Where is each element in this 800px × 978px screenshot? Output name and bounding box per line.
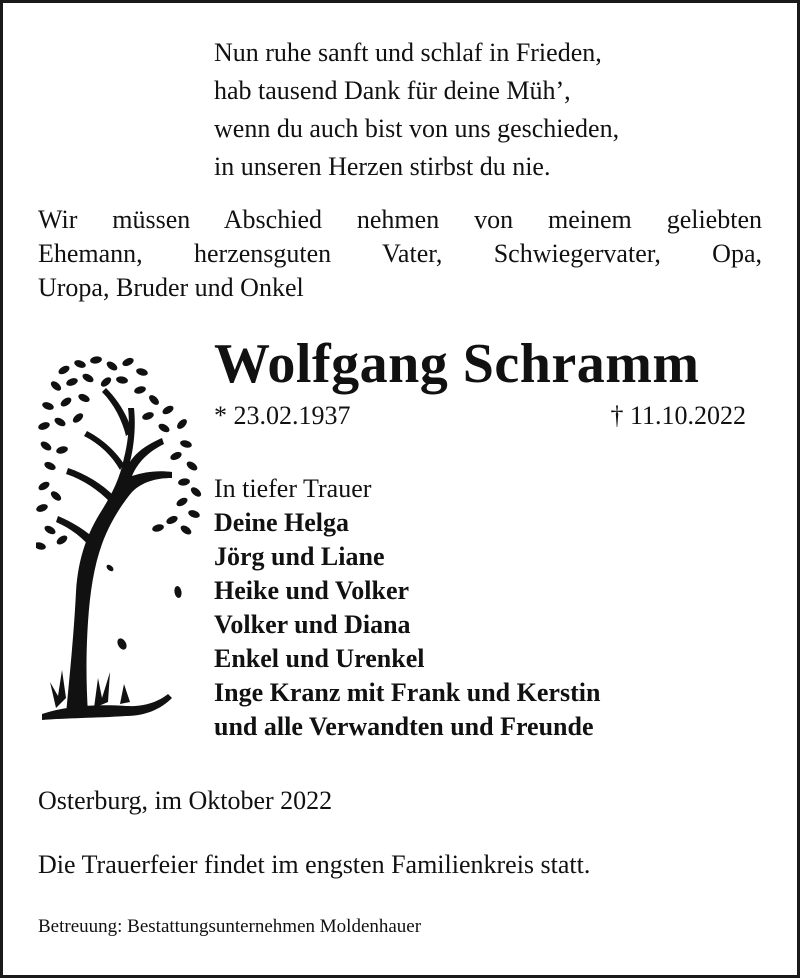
intro-line: Uropa, Bruder und Onkel	[38, 273, 304, 302]
death-date: † 11.10.2022	[610, 401, 746, 430]
poem-line: hab tausend Dank für deine Müh’,	[214, 76, 571, 105]
mourner-name: Inge Kranz mit Frank und Kerstin	[214, 678, 601, 707]
poem-line: wenn du auch bist von uns geschieden,	[214, 114, 620, 143]
mourner-name: und alle Verwandten und Freunde	[214, 712, 594, 741]
intro-line: Wir müssen Abschied nehmen von meinem geliebten	[38, 205, 762, 234]
mourner-name: Heike und Volker	[214, 576, 410, 605]
deceased-name: Wolfgang Schramm	[214, 333, 700, 395]
life-dates	[214, 399, 746, 433]
mourning-heading: In tiefer Trauer	[214, 474, 372, 503]
place-date: Osterburg, im Oktober 2022	[38, 786, 333, 815]
poem-line: in unseren Herzen stirbst du nie.	[214, 152, 551, 181]
mourners-list	[214, 472, 600, 744]
mourner-name: Enkel und Urenkel	[214, 644, 425, 673]
mourner-name: Volker und Diana	[214, 610, 411, 639]
poem-line: Nun ruhe sanft und schlaf in Frieden,	[214, 38, 602, 67]
farewell-intro	[38, 203, 762, 305]
mourner-name: Deine Helga	[214, 508, 350, 537]
poem	[214, 34, 619, 186]
intro-line: Ehemann, herzensguten Vater, Schwiegervater, Opa,	[38, 239, 762, 268]
birth-date: * 23.02.1937	[214, 401, 351, 430]
tree-icon	[36, 352, 202, 724]
mourner-name: Jörg und Liane	[214, 542, 385, 571]
ceremony-note: Die Trauerfeier findet im engsten Familienkreis statt.	[38, 850, 591, 879]
funeral-home-note: Betreuung: Bestattungsunternehmen Moldenhauer	[38, 916, 422, 937]
